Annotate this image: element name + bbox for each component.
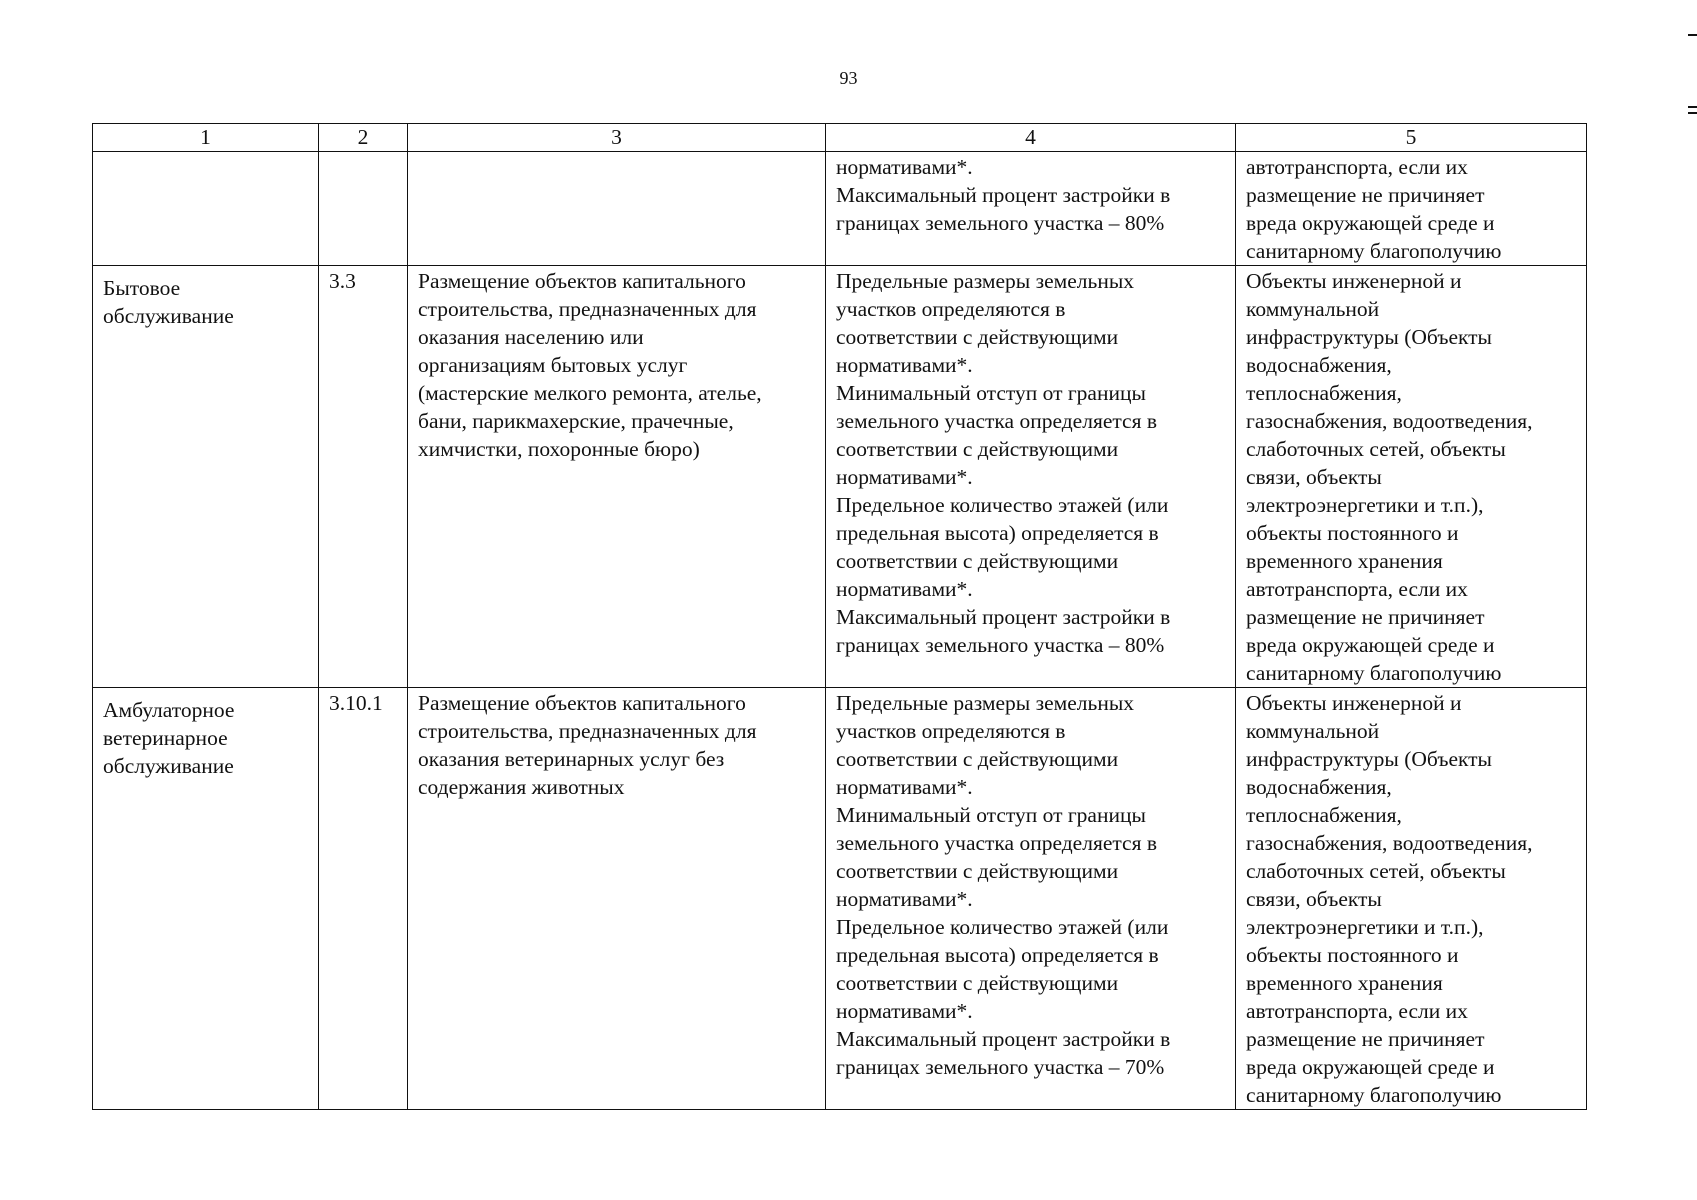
text-line: соответствии с действующими — [836, 859, 1119, 883]
text-line: предельная высота) определяется в — [836, 943, 1159, 967]
text-line: предельная высота) определяется в — [836, 521, 1159, 545]
row-use-code: 3.3 — [319, 266, 408, 688]
text-line: инфраструктуры (Объекты — [1246, 325, 1493, 349]
text-line: оказания ветеринарных услуг без — [418, 747, 725, 771]
text-line: размещение не причиняет — [1246, 605, 1485, 629]
text-line: размещение не причиняет — [1246, 1027, 1485, 1051]
text-line: Предельное количество этажей (или — [836, 915, 1169, 939]
text-line: соответствии с действующими — [836, 325, 1119, 349]
text-line: организациям бытовых услуг — [418, 353, 688, 377]
text-line: размещение не причиняет — [1246, 183, 1485, 207]
row-use-code: 3.10.1 — [319, 688, 408, 1110]
text-line: Амбулаторное — [103, 698, 235, 722]
text-line: электроэнергетики и т.п.), — [1246, 915, 1484, 939]
row-use-parameters — [826, 688, 1236, 1110]
text-line: Максимальный процент застройки в — [836, 183, 1171, 207]
text-line: санитарному благополучию — [1246, 661, 1502, 685]
text-line: обслуживание — [103, 304, 234, 328]
text-line: оказания населению или — [418, 325, 644, 349]
header-col-2: 2 — [319, 124, 408, 152]
text-line: санитарному благополучию — [1246, 239, 1502, 263]
text-line: Минимальный отступ от границы — [836, 381, 1146, 405]
text-line: строительства, предназначенных для — [418, 719, 757, 743]
text-line: Объекты инженерной и — [1246, 691, 1462, 715]
text-line: автотранспорта, если их — [1246, 577, 1468, 601]
header-col-4: 4 — [826, 124, 1236, 152]
text-line: границах земельного участка – 80% — [836, 211, 1165, 235]
row-use-name — [93, 266, 319, 688]
text-line: границах земельного участка – 80% — [836, 633, 1165, 657]
text-line: автотранспорта, если их — [1246, 155, 1468, 179]
text-line: Объекты инженерной и — [1246, 269, 1462, 293]
text-line: соответствии с действующими — [836, 549, 1119, 573]
text-line: теплоснабжения, — [1246, 803, 1402, 827]
row-use-name — [93, 688, 319, 1110]
text-line: Размещение объектов капитального — [418, 691, 746, 715]
text-line: земельного участка определяется в — [836, 409, 1157, 433]
row-use-description — [408, 266, 826, 688]
text-line: обслуживание — [103, 754, 234, 778]
edge-mark — [1688, 34, 1697, 36]
text-line: связи, объекты — [1246, 465, 1382, 489]
edge-mark — [1688, 112, 1697, 114]
header-col-1: 1 — [93, 124, 319, 152]
row-use-auxiliary — [1236, 266, 1587, 688]
header-col-5: 5 — [1236, 124, 1587, 152]
text-line: Размещение объектов капитального — [418, 269, 746, 293]
continuation-auxiliary — [1236, 152, 1587, 266]
text-line: водоснабжения, — [1246, 775, 1392, 799]
text-line: слаботочных сетей, объекты — [1246, 859, 1506, 883]
text-line: ветеринарное — [103, 726, 228, 750]
text-line: участков определяются в — [836, 297, 1066, 321]
header-row — [93, 124, 1587, 152]
text-line: газоснабжения, водоотведения, — [1246, 831, 1533, 855]
row-use-parameters — [826, 266, 1236, 688]
text-line: Предельные размеры земельных — [836, 691, 1135, 715]
text-line: участков определяются в — [836, 719, 1066, 743]
text-line: нормативами*. — [836, 775, 973, 799]
text-line: коммунальной — [1246, 297, 1380, 321]
text-line: автотранспорта, если их — [1246, 999, 1468, 1023]
text-line: водоснабжения, — [1246, 353, 1392, 377]
text-line: Максимальный процент застройки в — [836, 605, 1171, 629]
text-line: вреда окружающей среде и — [1246, 633, 1495, 657]
text-line: Бытовое — [103, 276, 181, 300]
text-line: земельного участка определяется в — [836, 831, 1157, 855]
text-line: нормативами*. — [836, 887, 973, 911]
row-use-description — [408, 688, 826, 1110]
text-line: временного хранения — [1246, 971, 1443, 995]
edge-mark — [1688, 106, 1697, 108]
text-line: временного хранения — [1246, 549, 1443, 573]
text-line: связи, объекты — [1246, 887, 1382, 911]
text-line: бани, парикмахерские, прачечные, — [418, 409, 734, 433]
text-line: объекты постоянного и — [1246, 521, 1459, 545]
text-line: вреда окружающей среде и — [1246, 1055, 1495, 1079]
continuation-parameters — [826, 152, 1236, 266]
land-use-table — [92, 123, 1587, 1110]
text-line: коммунальной — [1246, 719, 1380, 743]
text-line: Максимальный процент застройки в — [836, 1027, 1171, 1051]
text-line: Минимальный отступ от границы — [836, 803, 1146, 827]
continuation-row — [93, 152, 1587, 266]
text-line: инфраструктуры (Объекты — [1246, 747, 1493, 771]
text-line: соответствии с действующими — [836, 971, 1119, 995]
row-use-auxiliary — [1236, 688, 1587, 1110]
page-number: 93 — [839, 68, 858, 88]
text-line: Предельное количество этажей (или — [836, 493, 1169, 517]
table-row — [93, 688, 1587, 1110]
text-line: нормативами*. — [836, 353, 973, 377]
continuation-col-1 — [93, 152, 319, 266]
text-line: слаботочных сетей, объекты — [1246, 437, 1506, 461]
text-line: вреда окружающей среде и — [1246, 211, 1495, 235]
text-line: химчистки, похоронные бюро) — [418, 437, 700, 461]
text-line: соответствии с действующими — [836, 747, 1119, 771]
text-line: границах земельного участка – 70% — [836, 1055, 1165, 1079]
text-line: содержания животных — [418, 775, 625, 799]
text-line: нормативами*. — [836, 465, 973, 489]
text-line: Предельные размеры земельных — [836, 269, 1135, 293]
table-row — [93, 266, 1587, 688]
text-line: нормативами*. — [836, 155, 973, 179]
text-line: объекты постоянного и — [1246, 943, 1459, 967]
continuation-col-2 — [319, 152, 408, 266]
text-line: строительства, предназначенных для — [418, 297, 757, 321]
continuation-col-3 — [408, 152, 826, 266]
text-line: санитарному благополучию — [1246, 1083, 1502, 1107]
text-line: электроэнергетики и т.п.), — [1246, 493, 1484, 517]
text-line: теплоснабжения, — [1246, 381, 1402, 405]
header-col-3: 3 — [408, 124, 826, 152]
text-line: нормативами*. — [836, 577, 973, 601]
text-line: газоснабжения, водоотведения, — [1246, 409, 1533, 433]
text-line: соответствии с действующими — [836, 437, 1119, 461]
text-line: (мастерские мелкого ремонта, ателье, — [418, 381, 762, 405]
text-line: нормативами*. — [836, 999, 973, 1023]
